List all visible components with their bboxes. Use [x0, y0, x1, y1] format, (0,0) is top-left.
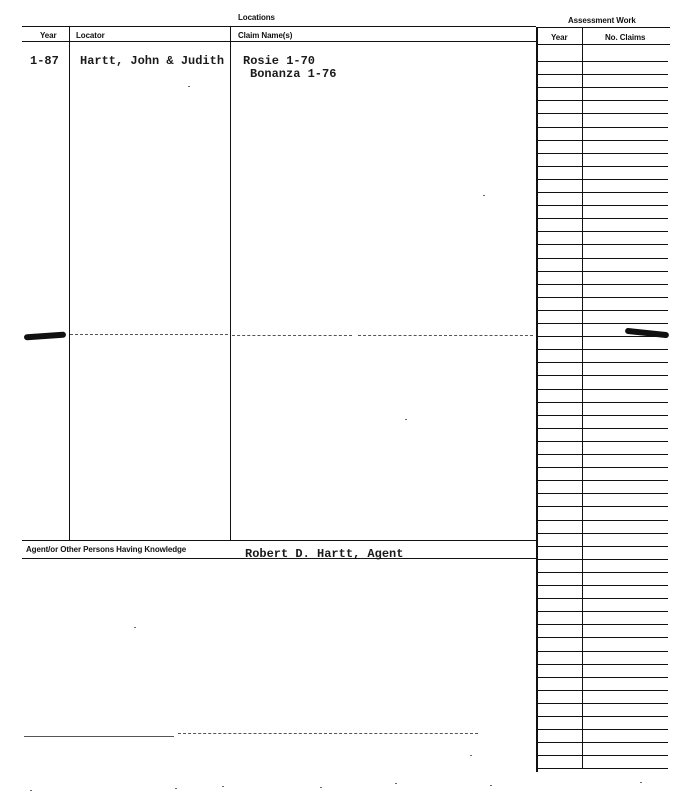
assessment-grid-row-line — [537, 520, 668, 521]
assessment-header-top-rule — [536, 27, 670, 28]
assessment-grid-row-line — [537, 533, 668, 534]
left-scan-mark — [24, 332, 66, 341]
assessment-grid-row-line — [537, 493, 668, 494]
assessment-grid-row-line — [537, 323, 668, 324]
assessment-grid-row-line — [537, 768, 668, 769]
assessment-grid-row-line — [537, 362, 668, 363]
assessment-grid-row-line — [537, 585, 668, 586]
assessment-grid-row-line — [537, 742, 668, 743]
year-locator-divider — [69, 27, 70, 540]
header-top-rule — [22, 26, 536, 27]
scan-speck — [405, 419, 407, 420]
assessment-grid-row-line — [537, 677, 668, 678]
assessment-grid-row-line — [537, 87, 668, 88]
assessment-grid-row-line — [537, 140, 668, 141]
assessment-grid-row-line — [537, 100, 668, 101]
fold-line-middle — [232, 335, 352, 336]
scan-speck — [490, 785, 492, 786]
assessment-grid-row-line — [537, 297, 668, 298]
assessment-grid-row-line — [537, 153, 668, 154]
locations-header: Locations — [238, 13, 275, 22]
assessment-grid-row-line — [537, 729, 668, 730]
locator-column-header: Locator — [76, 31, 105, 40]
assessment-grid-row-line — [537, 703, 668, 704]
fold-line-right — [358, 335, 533, 336]
scan-speck — [134, 627, 136, 628]
assessment-work-header: Assessment Work — [568, 16, 636, 25]
assessment-grid-row-line — [537, 271, 668, 272]
assessment-grid-row-line — [537, 179, 668, 180]
assessment-grid-row-line — [537, 74, 668, 75]
assessment-grid-row-line — [537, 113, 668, 114]
assessment-grid-row-line — [537, 716, 668, 717]
bottom-dashed-line-2 — [178, 733, 478, 734]
assessment-grid-row-line — [537, 651, 668, 652]
scan-speck — [175, 788, 177, 789]
assessment-grid-row-line — [537, 258, 668, 259]
assessment-grid-row-line — [537, 127, 668, 128]
scan-speck — [222, 786, 224, 787]
assessment-year-column-header: Year — [551, 33, 568, 42]
assessment-grid-row-line — [537, 310, 668, 311]
entry-claim-2: Bonanza 1-76 — [250, 67, 337, 81]
assessment-grid-row-line — [537, 192, 668, 193]
assessment-grid-row-line — [537, 506, 668, 507]
no-claims-column-header: No. Claims — [605, 33, 646, 42]
scan-speck — [320, 787, 322, 788]
assessment-header-bottom-rule — [536, 44, 670, 45]
assessment-grid-row-line — [537, 231, 668, 232]
assessment-grid-row-line — [537, 637, 668, 638]
assessment-grid-row-line — [537, 389, 668, 390]
assessment-grid-row-line — [537, 755, 668, 756]
entry-year: 1-87 — [30, 54, 59, 68]
assessment-grid-row-line — [537, 402, 668, 403]
scan-speck — [470, 755, 472, 756]
year-column-header: Year — [40, 31, 57, 40]
fold-line-left — [70, 334, 228, 335]
bottom-dashed-line — [24, 736, 174, 737]
assessment-grid-row-line — [537, 375, 668, 376]
assessment-grid-row-line — [537, 284, 668, 285]
assessment-grid-row-line — [537, 336, 668, 337]
assessment-grid-row-line — [537, 559, 668, 560]
assessment-year-claims-divider — [582, 27, 583, 769]
assessment-grid-row-line — [537, 480, 668, 481]
entry-locator: Hartt, John & Judith — [80, 54, 225, 68]
assessment-grid-row-line — [537, 218, 668, 219]
agent-label: Agent/or Other Persons Having Knowledge — [26, 545, 187, 554]
assessment-grid-row-line — [537, 611, 668, 612]
locator-claims-divider — [230, 27, 231, 540]
scan-speck — [483, 195, 485, 196]
assessment-grid-row-line — [537, 244, 668, 245]
assessment-grid-row-line — [537, 454, 668, 455]
table-bottom-rule — [22, 540, 536, 541]
assessment-grid-row-line — [537, 598, 668, 599]
scan-speck — [188, 86, 190, 87]
header-bottom-rule — [22, 41, 536, 42]
assessment-grid-row-line — [537, 690, 668, 691]
assessment-grid-row-line — [537, 349, 668, 350]
assessment-grid-row-line — [537, 428, 668, 429]
assessment-grid-row-line — [537, 624, 668, 625]
assessment-grid-row-line — [537, 546, 668, 547]
scan-speck — [395, 783, 397, 784]
assessment-grid-row-line — [537, 166, 668, 167]
claim-names-column-header: Claim Name(s) — [238, 31, 293, 40]
assessment-grid-row-line — [537, 61, 668, 62]
assessment-grid-row-line — [537, 415, 668, 416]
assessment-grid-row-line — [537, 664, 668, 665]
entry-claim-1: Rosie 1-70 — [243, 54, 316, 68]
assessment-grid-row-line — [537, 467, 668, 468]
assessment-grid-row-line — [537, 205, 668, 206]
scan-speck — [30, 790, 32, 791]
agent-name: Robert D. Hartt, Agent — [245, 547, 404, 561]
scan-speck — [640, 782, 642, 783]
assessment-grid-row-line — [537, 572, 668, 573]
assessment-grid-row-line — [537, 441, 668, 442]
